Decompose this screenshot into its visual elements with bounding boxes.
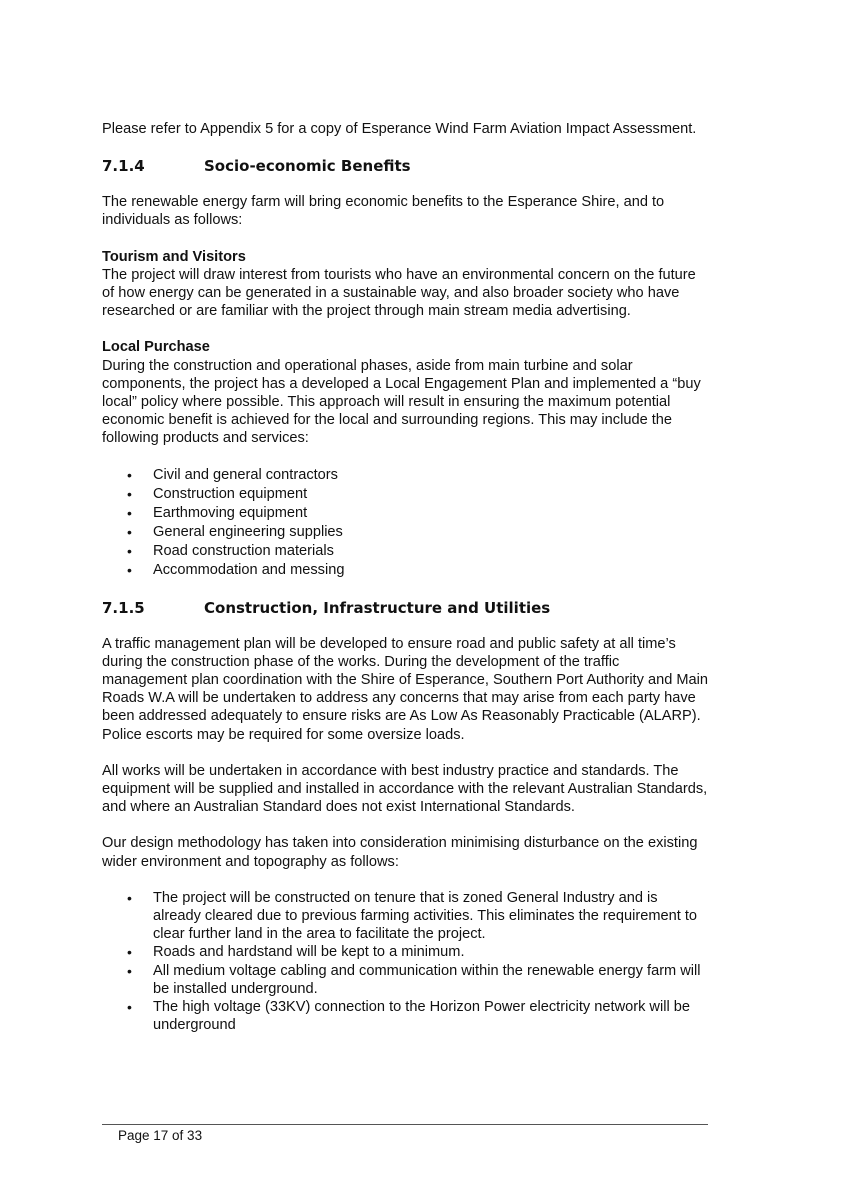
list-item: • The project will be constructed on tenure that is zoned General Industry and is already cleared due to previous farming activities. This eliminates the requirement to clear further land in the area to facilitate the project. — [127, 889, 698, 943]
list-item: • Earthmoving equipment — [127, 504, 308, 521]
intro-paragraph: Please refer to Appendix 5 for a copy of Esperance Wind Farm Aviation Impact Assessment. — [102, 121, 697, 137]
section-heading-7-1-4 — [102, 156, 708, 176]
list-item: • General engineering supplies — [127, 523, 343, 540]
local-purchase-body: During the construction and operational phases, aside from main turbine and solar components, the project has a developed a Local Engagement Plan and implemented a “buy local” policy where possible. This approach will result in ensuring the maximum potential economic benefit is achieved for the local and surrounding regions. This may include the following products and services: — [102, 357, 701, 447]
list-item: • Road construction materials — [127, 542, 334, 559]
section-heading-7-1-5 — [102, 598, 708, 618]
section-title: Construction, Infrastructure and Utilities — [204, 598, 551, 617]
list-item: • The high voltage (33KV) connection to the Horizon Power electricity network will be underground — [127, 999, 690, 1034]
traffic-management-paragraph: A traffic management plan will be developed to ensure road and public safety at all time’s during the construction phase of the works. During the development of the traffic management plan coordination with the Shire of Esperance, Southern Port Authority and Main Roads W.A will be undertaken to address any concerns that may arise from each party have been addressed adequately to ensure risks are As Low As Reasonably Practicable (ALARP). Police escorts may be required for some oversize loads. — [102, 635, 709, 743]
bullet-icon: • — [127, 962, 132, 979]
list-item: • Construction equipment — [127, 485, 308, 502]
bullet-icon: • — [127, 466, 132, 483]
document-page — [102, 120, 708, 1035]
standards-paragraph: All works will be undertaken in accordance with best industry practice and standards. The equipment will be supplied and installed in accordance with the relevant Australian Standards, and where an Australian Standard does not exist International Standards. — [102, 762, 708, 816]
products-services-list — [102, 466, 708, 580]
design-methodology-paragraph: Our design methodology has taken into consideration minimising disturbance on the existing wider environment and topography as follows: — [102, 835, 698, 870]
page-number: Page 17 of 33 — [118, 1128, 203, 1143]
list-item: • Accommodation and messing — [127, 561, 345, 578]
section-number: 7.1.4 — [102, 157, 145, 176]
section-intro: The renewable energy farm will bring economic benefits to the Esperance Shire, and to individuals as follows: — [102, 194, 665, 229]
bullet-icon: • — [127, 561, 132, 578]
footer-divider — [102, 1124, 708, 1125]
section-title: Socio-economic Benefits — [204, 157, 411, 176]
list-item: • Civil and general contractors — [127, 466, 338, 483]
bullet-icon: • — [127, 485, 132, 502]
bullet-icon: • — [127, 944, 132, 961]
list-item: • All medium voltage cabling and communication within the renewable energy farm will be installed underground. — [127, 962, 701, 997]
bullet-icon: • — [127, 542, 132, 559]
bullet-icon: • — [127, 889, 132, 906]
section-number: 7.1.5 — [102, 598, 145, 617]
bullet-icon: • — [127, 504, 132, 521]
design-methodology-list — [102, 889, 708, 1035]
local-purchase-heading: Local Purchase — [102, 339, 210, 356]
tourism-body: The project will draw interest from tourists who have an environmental concern on the future of how energy can be generated in a sustainable way, and also broader society who have researched or are familiar with the project through main stream media advertising. — [102, 266, 696, 320]
tourism-heading: Tourism and Visitors — [102, 248, 246, 265]
list-item: • Roads and hardstand will be kept to a minimum. — [127, 944, 465, 961]
bullet-icon: • — [127, 523, 132, 540]
bullet-icon: • — [127, 999, 132, 1016]
